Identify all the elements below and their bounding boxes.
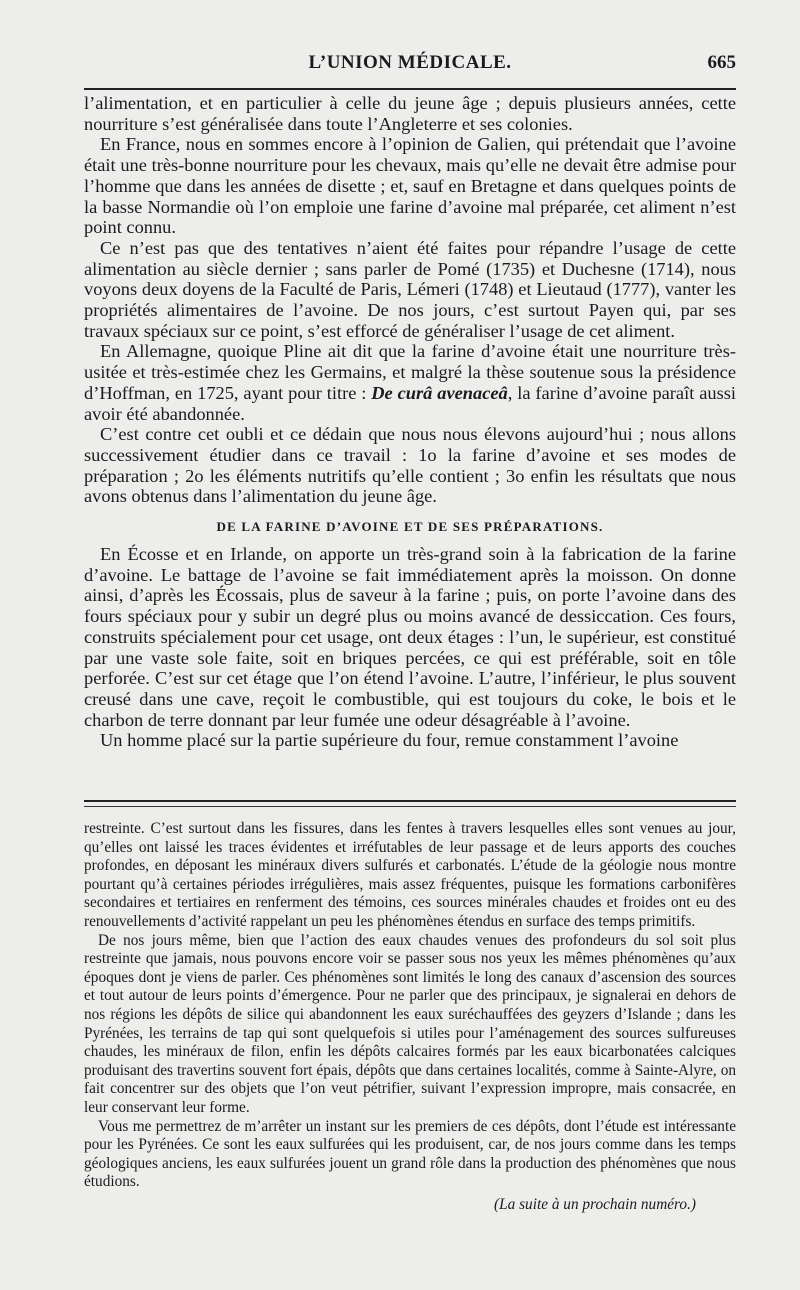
paragraph: C’est contre cet oubli et ce dédain que nous nous élevons aujourd’hui ; nous allons successivement étudier dans ce travail : 1o la farine d’avoine et ses modes de préparation ; 2o les éléments nutritifs qu’elle contient ; 3o enfin les résultats que nous avons obtenus dans l’alimentation du jeune âge. [84,424,736,507]
feuilleton-rule [84,800,736,802]
section-heading: DE LA FARINE D’AVOINE ET DE SES PRÉPARATIONS. [216,519,604,535]
footer-paragraph: Vous me permettrez de m’arrêter un instant sur les premiers de ces dépôts, dont l’étude est intéressante pour les Pyrénées. Ce sont les eaux sulfurées qui les produisent, car, de nos jours comme dans les temps géologiques anciens, les eaux sulfurées jouent un grand rôle dans la production des phénomènes que nous étudions. [84,1117,736,1191]
header-rule [84,88,736,90]
thesis-title: De curâ avenaceâ [371,382,508,403]
feuilleton-text [84,820,736,1214]
page-number: 665 [707,52,736,73]
paragraph-text: , la farine d’avoine paraît aussi avoir été abandonnée. [84,382,736,424]
running-title: L’UNION MÉDICALE. [308,52,512,73]
paragraph: Un homme placé sur la partie supérieure du four, remue constamment l’avoine [100,730,679,751]
footer-paragraph: De nos jours même, bien que l’action des eaux chaudes venues des profondeurs du sol soit plus restreinte que jamais, nous pouvons encore voir se passer sous nos yeux les mêmes phénomènes qu’aux époques dont je viens de parler. Ces phénomènes sont limités le long des canaux d’ascension des sources et tout autour de leurs points d’émergence. Pour ne parler que des principaux, je signalerai en dehors de nos régions les dépôts de silice qui abandonnent les eaux suréchauffées des geyzers d’Islande ; dans les Pyrénées, les terrains de tap qui sont quelquefois si utiles pour l’aménagement des sources sulfureuses chaudes, les minéraux de filon, enfin les dépôts calcaires formés par les eaux bicarbonatées calciques produisant des travertins souvent fort épais, dépôts que dans certaines localités, comme à Sainte-Alyre, on fait concentrer sur des objets que l’on veut pétrifier, suivant l’expression impropre, mais consacrée, en leur conservant leur forme. [84,931,736,1116]
paragraph [84,341,736,424]
feuilleton-rule-thin [84,806,736,807]
paragraph-text: En Allemagne, quoique Pline ait dit que la farine d’avoine était une nourriture très-usitée et très-estimée chez les Germains, et malgré la thèse soutenue sous la présidence d’Hoffman, en 1725, ayant pour titre : [84,341,736,403]
main-text [84,93,736,751]
paragraph: En France, nous en sommes encore à l’opinion de Galien, qui prétendait que l’avoine était une très-bonne nourriture pour les chevaux, mais qu’elle ne devait être admise pour l’homme que dans les années de disette ; et, sauf en Bretagne et dans quelques points de la basse Normandie où l’on emploie une farine d’avoine mal préparée, cet aliment n’est point connu. [84,134,736,238]
paragraph: En Écosse et en Irlande, on apporte un très-grand soin à la fabrication de la farine d’avoine. Le battage de l’avoine se fait immédiatement après la moisson. On donne ainsi, d’après les Écossais, plus de saveur à la farine ; puis, on porte l’avoine dans des fours spéciaux pour y subir un degré plus ou moins avancé de dessiccation. Ces fours, construits spécialement pour cet usage, ont deux étages : l’un, le supérieur, est constitué par une vaste sole faite, soit en briques percées, ce qui est préférable, soit en tôle perforée. C’est sur cet étage que l’on étend l’avoine. L’autre, l’inférieur, le plus souvent creusé dans une cave, reçoit le combustible, qui est toujours du coke, le bois et le charbon de terre donnant par leur fumée une odeur désagréable à l’avoine. [84,544,736,730]
paragraph: l’alimentation, et en particulier à celle du jeune âge ; depuis plusieurs années, cette nourriture s’est généralisée dans toute l’Angleterre et ses colonies. [84,93,736,134]
footer-paragraph: restreinte. C’est surtout dans les fissures, dans les fentes à travers lesquelles elles sont venues au jour, qu’elles ont laissé les traces évidentes et irréfutables de leur passage et de leurs apports des couches profondes, en déposant les minéraux divers sulfurés et carbonatés. L’étude de la géologie nous montre pourtant qu’à certaines périodes irrégulières, mais assez fréquentes, puisque les formations carbonifères secondaires et tertiaires en renferment des témoins, ces sources minérales chaudes et froides ont eu des renouvellements d’activité rappelant un peu les phénomènes étendus en surface des temps primitifs. [84,820,736,930]
continuation-note: (La suite à un prochain numéro.) [494,1195,696,1213]
paragraph: Ce n’est pas que des tentatives n’aient été faites pour répandre l’usage de cette alimentation au siècle dernier ; sans parler de Pomé (1735) et Duchesne (1714), nous voyons deux doyens de la Faculté de Paris, Lémeri (1748) et Lieutaud (1777), vanter les propriétés alimentaires de l’avoine. De nos jours, c’est surtout Payen qui, par ses travaux spéciaux sur ce point, s’est efforcé de généraliser l’usage de cet aliment. [84,237,736,341]
page-header [84,52,736,78]
